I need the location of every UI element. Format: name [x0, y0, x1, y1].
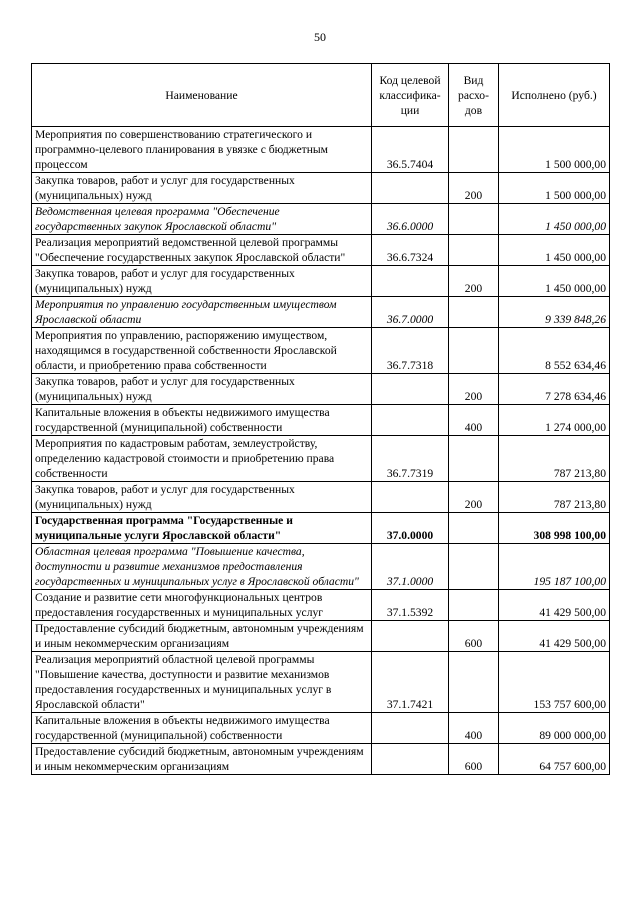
table-row [32, 266, 610, 297]
table-row [32, 297, 610, 328]
cell-name: Мероприятия по кадастровым работам, землеустройству, определению кадастровой стоимости и приобретению права собственности [32, 436, 372, 482]
cell-code: 37.1.5392 [372, 590, 449, 621]
cell-kind: 600 [449, 621, 499, 652]
cell-name: Мероприятия по управлению, распоряжению имуществом, находящимся в государственной собственности Ярославской области, и приобретению права собственности [32, 328, 372, 374]
cell-kind [449, 513, 499, 544]
cell-kind: 600 [449, 744, 499, 775]
cell-name: Ведомственная целевая программа "Обеспечение государственных закупок Ярославской области" [32, 204, 372, 235]
cell-name: Мероприятия по управлению государственным имуществом Ярославской области [32, 297, 372, 328]
cell-name: Государственная программа "Государственные и муниципальные услуги Ярославской области" [32, 513, 372, 544]
budget-table [31, 63, 610, 775]
cell-name: Реализация мероприятий ведомственной целевой программы "Обеспечение государственных закупок Ярославской области" [32, 235, 372, 266]
cell-name: Предоставление субсидий бюджетным, автономным учреждениям и иным некоммерческим организациям [32, 621, 372, 652]
cell-amount: 1 500 000,00 [499, 173, 610, 204]
cell-amount: 1 274 000,00 [499, 405, 610, 436]
cell-code: 36.7.7318 [372, 328, 449, 374]
cell-code: 36.7.7319 [372, 436, 449, 482]
cell-amount: 9 339 848,26 [499, 297, 610, 328]
header-amount: Исполнено (руб.) [499, 64, 610, 127]
cell-name: Капитальные вложения в объекты недвижимого имущества государственной (муниципальной) собственности [32, 405, 372, 436]
table-row [32, 621, 610, 652]
cell-amount: 1 500 000,00 [499, 127, 610, 173]
table-row [32, 405, 610, 436]
cell-amount: 308 998 100,00 [499, 513, 610, 544]
table-body [32, 127, 610, 775]
cell-amount: 1 450 000,00 [499, 204, 610, 235]
table-row [32, 436, 610, 482]
header-kind: Вид расхо-дов [449, 64, 499, 127]
cell-kind [449, 297, 499, 328]
cell-name: Капитальные вложения в объекты недвижимого имущества государственной (муниципальной) собственности [32, 713, 372, 744]
cell-kind: 200 [449, 374, 499, 405]
cell-amount: 787 213,80 [499, 436, 610, 482]
cell-name: Создание и развитие сети многофункциональных центров предоставления государственных и муниципальных услуг [32, 590, 372, 621]
table-row [32, 482, 610, 513]
cell-code: 36.5.7404 [372, 127, 449, 173]
cell-code: 37.0.0000 [372, 513, 449, 544]
cell-code: 36.6.7324 [372, 235, 449, 266]
cell-amount: 64 757 600,00 [499, 744, 610, 775]
cell-amount: 153 757 600,00 [499, 652, 610, 713]
cell-name: Закупка товаров, работ и услуг для государственных (муниципальных) нужд [32, 374, 372, 405]
cell-code [372, 266, 449, 297]
table-header-row [32, 64, 610, 127]
cell-name: Закупка товаров, работ и услуг для государственных (муниципальных) нужд [32, 173, 372, 204]
cell-kind [449, 436, 499, 482]
cell-code [372, 405, 449, 436]
cell-kind [449, 328, 499, 374]
cell-amount: 1 450 000,00 [499, 235, 610, 266]
cell-name: Мероприятия по совершенствованию стратегического и программно-целевого планирования в увязке с бюджетным процессом [32, 127, 372, 173]
cell-kind [449, 127, 499, 173]
cell-kind: 400 [449, 713, 499, 744]
cell-kind [449, 590, 499, 621]
cell-amount: 787 213,80 [499, 482, 610, 513]
cell-name: Областная целевая программа "Повышение качества, доступности и развитие механизмов предоставления государственных и муниципальных услуг в Ярославской области" [32, 544, 372, 590]
table-row [32, 590, 610, 621]
cell-code: 37.1.0000 [372, 544, 449, 590]
cell-code [372, 744, 449, 775]
cell-code [372, 173, 449, 204]
cell-name: Реализация мероприятий областной целевой программы "Повышение качества, доступности и развитие механизмов предоставления государственных и муниципальных услуг в Ярославской области" [32, 652, 372, 713]
table-row [32, 204, 610, 235]
cell-kind: 200 [449, 173, 499, 204]
table-row [32, 652, 610, 713]
cell-kind [449, 235, 499, 266]
cell-code: 37.1.7421 [372, 652, 449, 713]
table-row [32, 127, 610, 173]
cell-code: 36.6.0000 [372, 204, 449, 235]
cell-code [372, 713, 449, 744]
cell-amount: 89 000 000,00 [499, 713, 610, 744]
table-row [32, 744, 610, 775]
cell-amount: 41 429 500,00 [499, 621, 610, 652]
cell-kind [449, 652, 499, 713]
cell-amount: 41 429 500,00 [499, 590, 610, 621]
cell-code: 36.7.0000 [372, 297, 449, 328]
cell-name: Закупка товаров, работ и услуг для государственных (муниципальных) нужд [32, 266, 372, 297]
table-row [32, 544, 610, 590]
header-name: Наименование [32, 64, 372, 127]
page-number: 50 [314, 30, 326, 44]
cell-kind: 200 [449, 482, 499, 513]
cell-kind [449, 544, 499, 590]
table-row [32, 328, 610, 374]
table-row [32, 374, 610, 405]
header-code: Код целевой классифика-ции [372, 64, 449, 127]
cell-amount: 195 187 100,00 [499, 544, 610, 590]
cell-code [372, 482, 449, 513]
cell-code [372, 621, 449, 652]
cell-amount: 8 552 634,46 [499, 328, 610, 374]
cell-name: Предоставление субсидий бюджетным, автономным учреждениям и иным некоммерческим организациям [32, 744, 372, 775]
table-row [32, 173, 610, 204]
cell-kind [449, 204, 499, 235]
table-row [32, 713, 610, 744]
cell-kind: 400 [449, 405, 499, 436]
cell-kind: 200 [449, 266, 499, 297]
table-row [32, 513, 610, 544]
table-row [32, 235, 610, 266]
cell-amount: 7 278 634,46 [499, 374, 610, 405]
cell-code [372, 374, 449, 405]
cell-amount: 1 450 000,00 [499, 266, 610, 297]
cell-name: Закупка товаров, работ и услуг для государственных (муниципальных) нужд [32, 482, 372, 513]
